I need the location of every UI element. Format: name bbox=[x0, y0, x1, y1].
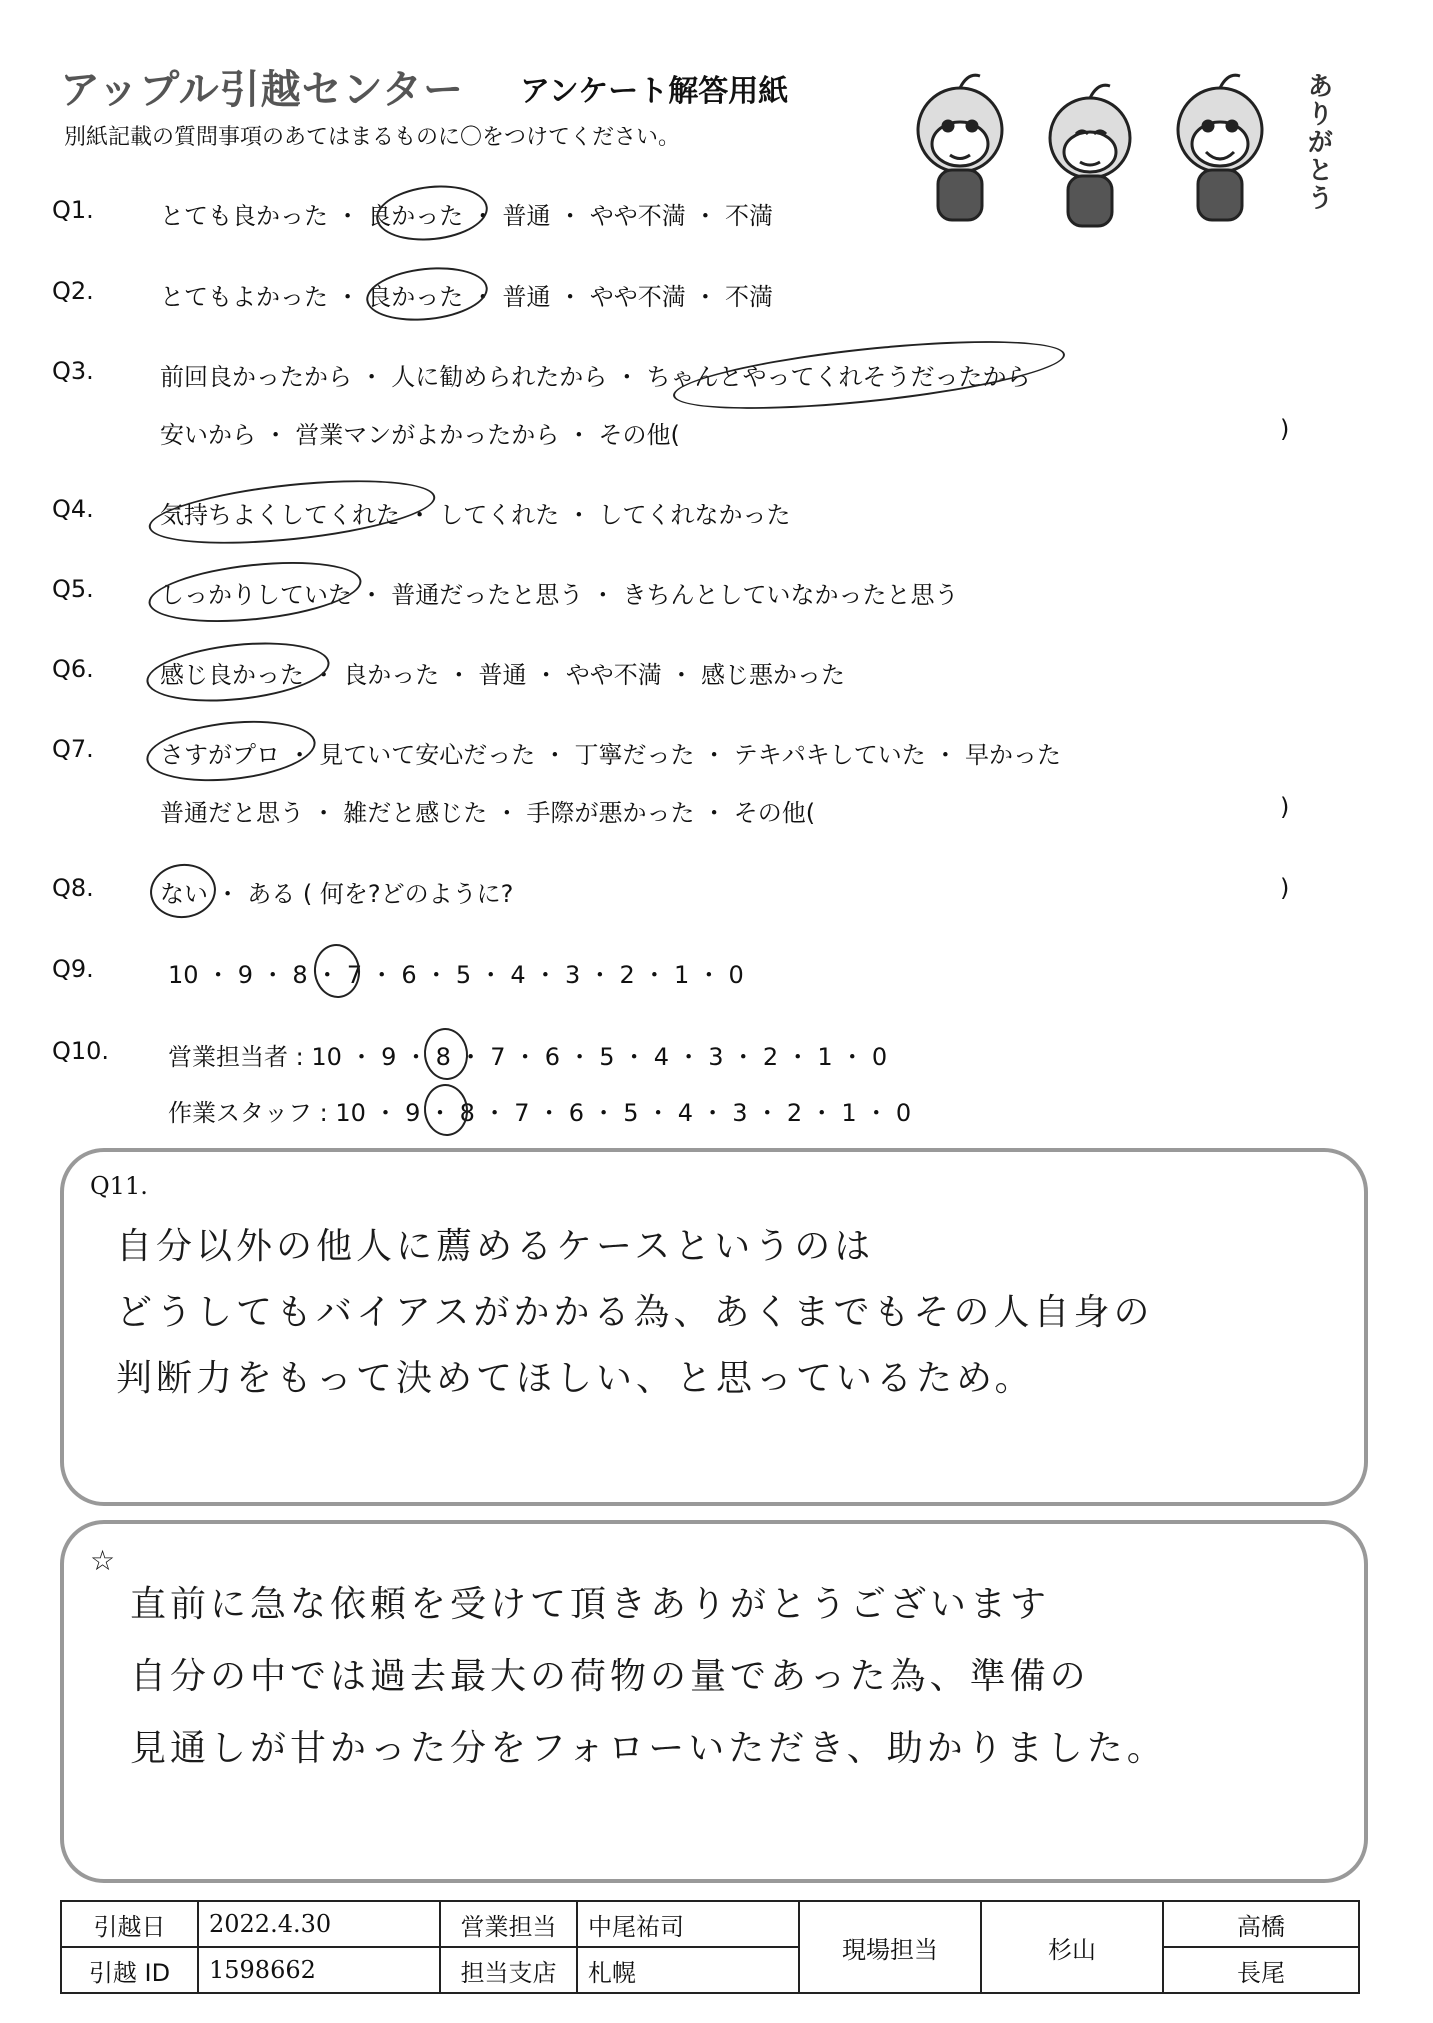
move-date-value: 2022.4.30 bbox=[198, 1901, 440, 1947]
survey-title: アップル引越センター bbox=[60, 67, 464, 113]
answer-options: 10 ・ 9 ・ 8 ・ 7 ・ 6 ・ 5 ・ 4 ・ 3 ・ 2 ・ 1 ・ 0 bbox=[168, 961, 744, 989]
question-number: Q2. bbox=[52, 277, 94, 305]
answer-options: とてもよかった ・ 良かった ・ 普通 ・ やや不満 ・ 不満 bbox=[160, 283, 774, 311]
question-number: Q6. bbox=[52, 655, 94, 683]
answer-options: 営業担当者 : 10 ・ 9 ・ 8 ・ 7 ・ 6 ・ 5 ・ 4 ・ 3 ・ 2 ・ 1 ・ 0 bbox=[168, 1043, 888, 1071]
answer-options: しっかりしていた ・ 普通だったと思う ・ きちんとしていなかったと思う bbox=[160, 581, 959, 609]
question-row bbox=[0, 196, 1433, 240]
answer-options: 作業スタッフ : 10 ・ 9 ・ 8 ・ 7 ・ 6 ・ 5 ・ 4 ・ 3 ・ 2 ・ 1 ・ 0 bbox=[168, 1099, 912, 1127]
question-number: Q8. bbox=[52, 874, 94, 902]
handwritten-line: 直前に急な依頼を受けて頂きありがとうございます bbox=[130, 1584, 1051, 1625]
question-row-continued bbox=[0, 793, 1433, 837]
branch-value: 札幌 bbox=[577, 1947, 799, 1993]
question-number: Q5. bbox=[52, 575, 94, 603]
handwritten-line: 自分の中では過去最大の荷物の量であった為、準備の bbox=[130, 1656, 1090, 1697]
move-id-label: 引越 ID bbox=[61, 1947, 198, 1993]
selected-answer-circle bbox=[670, 328, 1067, 423]
closing-paren: ) bbox=[1280, 415, 1290, 443]
move-date-label: 引越日 bbox=[61, 1901, 198, 1947]
answer-options: 安いから ・ 営業マンがよかったから ・ その他( bbox=[160, 421, 680, 449]
question-number: Q10. bbox=[52, 1037, 110, 1065]
site-staff-2: 高橋 bbox=[1163, 1901, 1359, 1947]
closing-paren: ) bbox=[1280, 874, 1290, 902]
question-row-continued bbox=[0, 1093, 1433, 1137]
move-info-table bbox=[60, 1900, 1360, 1994]
answer-options: ない ・ ある ( 何を?どのように? bbox=[160, 880, 514, 908]
q11-label: Q11. bbox=[90, 1172, 148, 1200]
question-row-continued bbox=[0, 415, 1433, 459]
comment-box bbox=[60, 1520, 1368, 1883]
q11-answer-box bbox=[60, 1148, 1368, 1506]
handwritten-line: 判断力をもって決めてほしい、と思っているため。 bbox=[116, 1358, 1035, 1399]
closing-paren: ) bbox=[1280, 793, 1290, 821]
selected-answer-circle bbox=[146, 469, 438, 555]
question-number: Q3. bbox=[52, 357, 94, 385]
sales-label: 営業担当 bbox=[440, 1901, 577, 1947]
answer-options: 普通だと思う ・ 雑だと感じた ・ 手際が悪かった ・ その他( bbox=[160, 799, 816, 827]
answer-options: さすがプロ ・ 見ていて安心だった ・ 丁寧だった ・ テキパキしていた ・ 早かった bbox=[160, 741, 1062, 769]
answer-options: 前回良かったから ・ 人に勧められたから ・ ちゃんとやってくれそうだったから bbox=[160, 363, 1031, 391]
site-staff-3: 長尾 bbox=[1163, 1947, 1359, 1993]
answer-options: とても良かった ・ 良かった ・ 普通 ・ やや不満 ・ 不満 bbox=[160, 202, 774, 230]
question-row bbox=[0, 277, 1433, 321]
star-icon: ☆ bbox=[90, 1544, 116, 1577]
sales-value: 中尾祐司 bbox=[577, 1901, 799, 1947]
question-number: Q4. bbox=[52, 495, 94, 523]
site-staff-1: 杉山 bbox=[981, 1901, 1163, 1993]
instructions: 別紙記載の質問事項のあてはまるものに〇をつけてください。 bbox=[64, 125, 681, 150]
selected-answer-circle bbox=[146, 553, 365, 631]
thanks-text: ありがとう bbox=[1303, 72, 1333, 212]
question-number: Q9. bbox=[52, 955, 94, 983]
question-row bbox=[0, 955, 1433, 999]
question-number: Q7. bbox=[52, 735, 94, 763]
move-id-value: 1598662 bbox=[198, 1947, 440, 1993]
answer-options: 気持ちよくしてくれた ・ してくれた ・ してくれなかった bbox=[160, 501, 791, 529]
branch-label: 担当支店 bbox=[440, 1947, 577, 1993]
question-row bbox=[0, 1037, 1433, 1081]
answer-options: 感じ良かった ・ 良かった ・ 普通 ・ やや不満 ・ 感じ悪かった bbox=[160, 661, 846, 689]
site-label: 現場担当 bbox=[799, 1901, 981, 1993]
handwritten-line: 見通しが甘かった分をフォローいただき、助かりました。 bbox=[130, 1728, 1167, 1769]
question-number: Q1. bbox=[52, 196, 94, 224]
handwritten-line: どうしてもバイアスがかかる為、あくまでもその人自身の bbox=[116, 1292, 1154, 1333]
handwritten-line: 自分以外の他人に薦めるケースというのは bbox=[116, 1226, 875, 1267]
survey-subtitle: アンケート解答用紙 bbox=[520, 74, 789, 109]
